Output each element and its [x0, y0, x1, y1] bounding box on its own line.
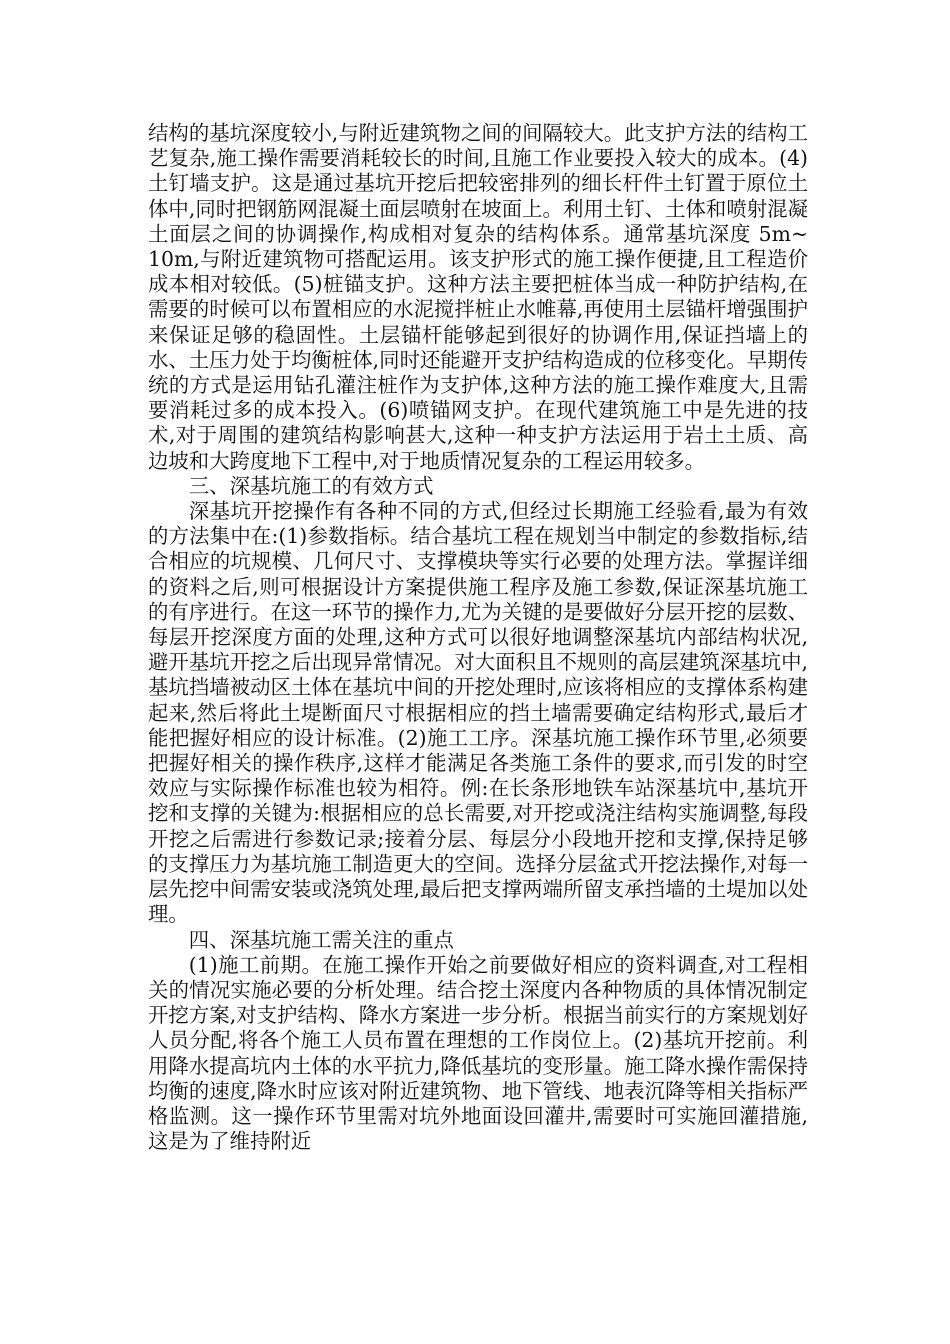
section-heading-4: 四、深基坑施工需关注的重点	[188, 927, 454, 952]
paragraph-support-methods: 结构的基坑深度较小,与附近建筑物之间的间隔较大。此支护方法的结构工艺复杂,施工操作需要消耗较长的时间,且施工作业要投入较大的成本。(4)土钉墙支护。这是通过基坑开挖后把较密排列的细长杆件土钉置于原位土体中,同时把钢筋网混凝土面层喷射在坡面上。利用土钉、土体和喷射混凝土面层之间的协调操作,构成相对复杂的结构体系。通常基坑深度 5m~ 10m,与附近建筑物可搭配运用。该支护形式的施工操作便捷,且工程造价成本相对较低。(5)桩锚支护。这种方法主要把桩体当成一种防护结构,在需要的时候可以布置相应的水泥搅拌桩止水帷幕,再使用土层锚杆增强围护来保证足够的稳固性。土层锚杆能够起到很好的协调作用,保证挡墙上的水、土压力处于均衡桩体,同时还能避开支护结构造成的位移变化。早期传统的方式是运用钻孔灌注桩作为支护体,这种方法的施工操作难度大,且需要消耗过多的成本投入。(6)喷锚网支护。在现代建筑施工中是先进的技术,对于周围的建筑结构影响甚大,这种一种支护方法运用于岩土土质、高边坡和大跨度地下工程中,对于地质情况复杂的工程运用较多。	[148, 121, 808, 473]
document-body	[148, 121, 808, 1154]
paragraph-key-points: (1)施工前期。在施工操作开始之前要做好相应的资料调查,对工程相关的情况实施必要的分析处理。结合挖土深度内各种物质的具体情况制定开挖方案,对支护结构、降水方案进一步分析。根据当前实行的方案规划好人员分配,将各个施工人员布置在理想的工作岗位上。(2)基坑开挖前。利用降水提高坑内土体的水平抗力,降低基坑的变形量。施工降水操作需保持均衡的速度,降水时应该对附近建筑物、地下管线、地表沉降等相关指标严格监测。这一操作环节里需对坑外地面设回灌井,需要时可实施回灌措施,这是为了维持附近	[148, 952, 808, 1154]
paragraph-effective-methods: 深基坑开挖操作有各种不同的方式,但经过长期施工经验看,最为有效的方法集中在:(1)参数指标。结合基坑工程在规划当中制定的参数指标,结合相应的坑规模、几何尺寸、支撑模块等实行必要的处理方法。掌握详细的资料之后,则可根据设计方案提供施工程序及施工参数,保证深基坑施工的有序进行。在这一环节的操作力,尤为关键的是要做好分层开挖的层数、每层开挖深度方面的处理,这种方式可以很好地调整深基坑内部结构状况,避开基坑开挖之后出现异常情况。对大面积且不规则的高层建筑深基坑中,基坑挡墙被动区土体在基坑中间的开挖处理时,应该将相应的支撑体系构建起来,然后将此土堤断面尺寸根据相应的挡土墙需要确定结构形式,最后才能把握好相应的设计标准。(2)施工工序。深基坑施工操作环节里,必须要把握好相关的操作秩序,这样才能满足各类施工条件的要求,而引发的时空效应与实际操作标准也较为相符。例:在长条形地铁车站深基坑中,基坑开挖和支撑的关键为:根据相应的总长需要,对开挖或浇注结构实施调整,每段开挖之后需进行参数记录;接着分层、每层分小段地开挖和支撑,保持足够的支撑压力为基坑施工制造更大的空间。选择分层盆式开挖法操作,对每一层先挖中间需安装或浇筑处理,最后把支撑两端所留支承挡墙的土堤加以处理。	[148, 499, 808, 927]
section-heading-3: 三、深基坑施工的有效方式	[188, 473, 434, 498]
